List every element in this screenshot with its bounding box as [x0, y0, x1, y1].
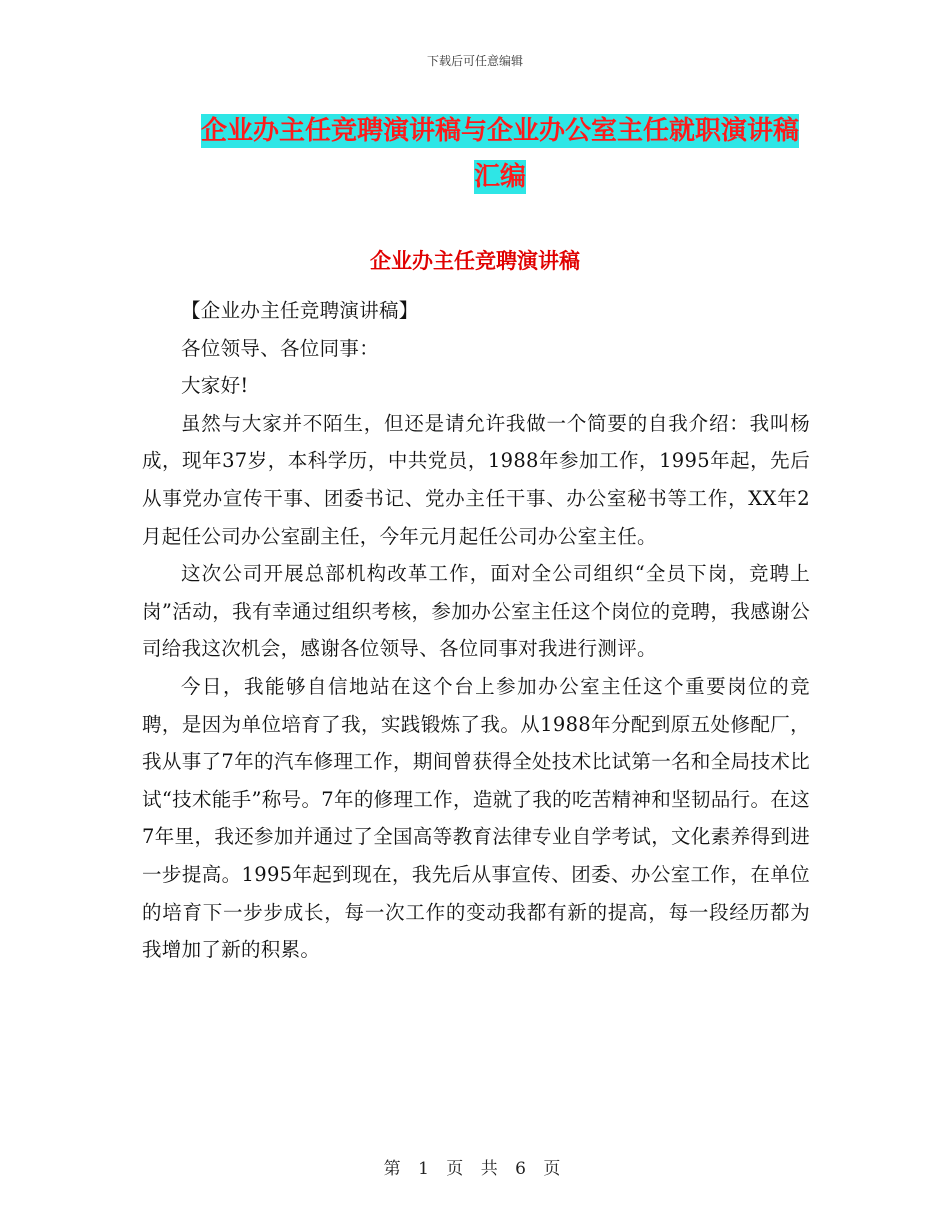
- document-title-line-1: 企业办主任竞聘演讲稿与企业办公室主任就职演讲稿: [200, 116, 799, 146]
- document-body: [142, 292, 810, 969]
- page-footer: 第 1 页 共 6 页: [383, 1159, 567, 1179]
- paragraph-experience: 今日，我能够自信地站在这个台上参加办公室主任这个重要岗位的竞聘，是因为单位培育了我，实践锻炼了我。从1988年分配到原五处修配厂，我从事了7年的汽车修理工作，期间曾获得全处技术比试第一名和全局技术比试“技术能手”称号。7年的修理工作，造就了我的吃苦精神和坚韧品行。在这7年里，我还参加并通过了全国高等教育法律专业自学考试，文化素养得到进一步提高。1995年起到现在，我先后从事宣传、团委、办公室工作，在单位的培育下一步步成长，每一次工作的变动我都有新的提高，每一段经历都为我增加了新的积累。: [142, 674, 810, 962]
- paragraph-opportunity: 这次公司开展总部机构改革工作，面对全公司组织“全员下岗，竞聘上岗”活动，我有幸通过组织考核，参加办公室主任这个岗位的竞聘，我感谢公司给我这次机会，感谢各位领导、各位同事对我进行测评。: [142, 562, 810, 661]
- document-title-line-2: 汇编: [473, 162, 526, 192]
- section-title: 企业办主任竞聘演讲稿: [370, 249, 580, 273]
- document-title: [190, 108, 810, 200]
- header-note: 下载后可任意编辑: [426, 54, 523, 68]
- paragraph-introduction: 虽然与大家并不陌生，但还是请允许我做一个简要的自我介绍：我叫杨成，现年37岁，本科学历，中共党员，1988年参加工作，1995年起，先后从事党办宣传干事、团委书记、党办主任干事、办公室秘书等工作，XX年2月起任公司办公室副主任，今年元月起任公司办公室主任。: [142, 411, 810, 548]
- paragraph-subtitle: 【企业办主任竞聘演讲稿】: [181, 299, 419, 322]
- paragraph-salutation: 各位领导、各位同事：: [181, 336, 380, 360]
- paragraph-greeting: 大家好!: [181, 374, 249, 398]
